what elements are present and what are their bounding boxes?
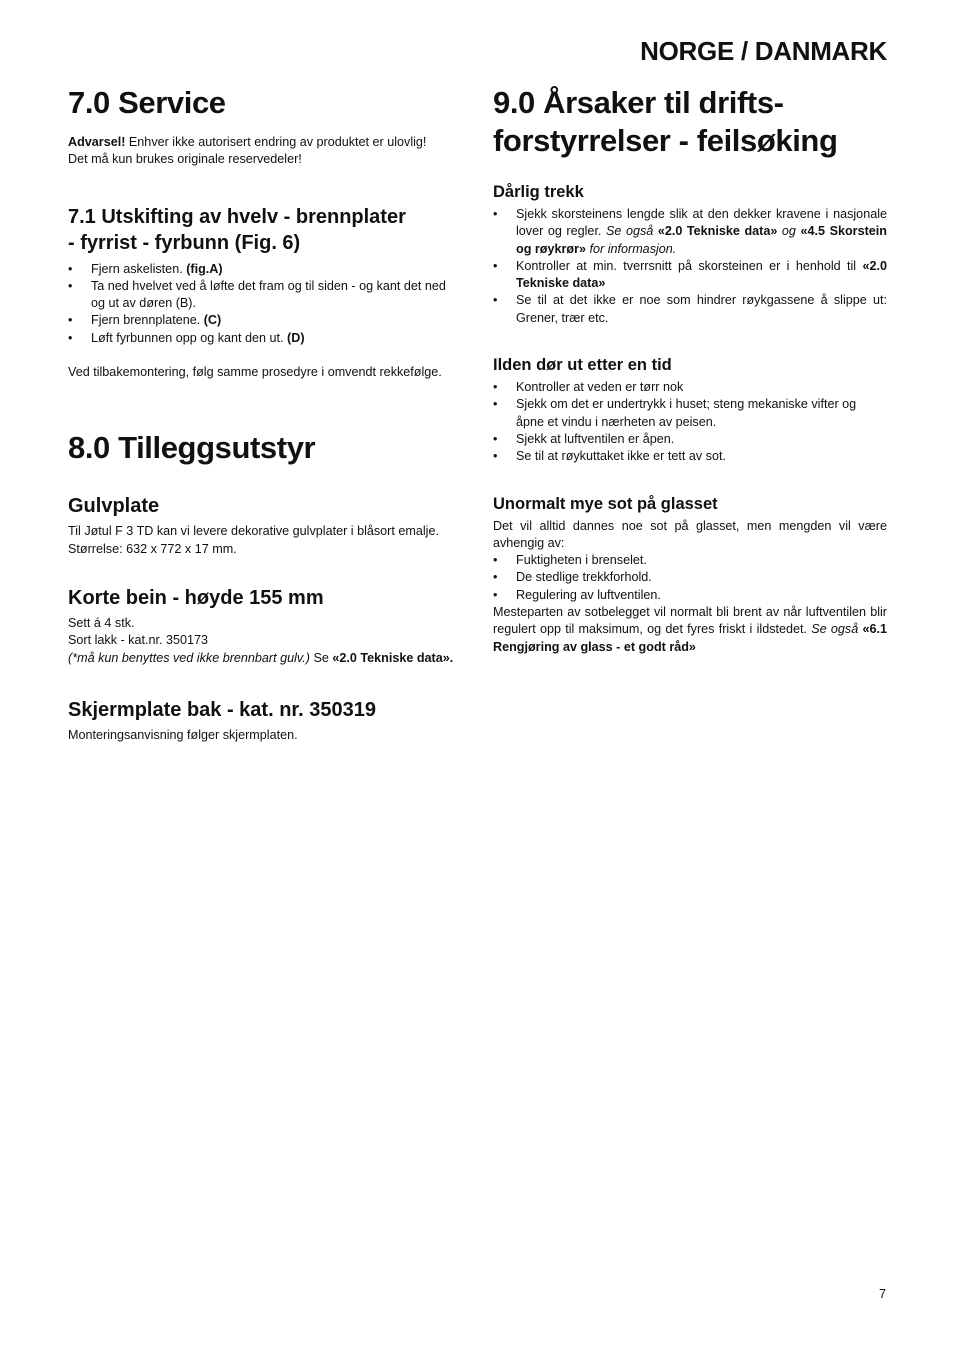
floor-plate-heading: Gulvplate: [68, 495, 160, 518]
tech-data-ref: «2.0 Tekniske data».: [332, 650, 454, 665]
list-item: • Se til at det ikke er noe som hindrer røykgassene å slippe ut: Grener, trær etc.: [493, 293, 887, 325]
soot-intro: Det vil alltid dannes noe sot på glasset, men mengden vil være avhengig av:: [493, 518, 887, 550]
bullet-mark: •: [493, 258, 498, 273]
list-item: • Sjekk skorsteinens lengde slik at den dekker kravene i nasjonale lover og regler. Se også «2.0 Tekniske data» og «4.5 Skorstein og røykrør» for informasjon.: [493, 207, 887, 256]
bad-draft-list: [493, 206, 887, 327]
bullet-mark: •: [493, 449, 498, 464]
list-item: • Fuktigheten i brenselet.: [493, 552, 887, 569]
shield-text: Monteringsanvisning følger skjermplaten.: [68, 727, 298, 742]
bullet-mark: •: [493, 207, 498, 221]
list-item: • Fjern askelisten. (fig.A): [68, 261, 462, 278]
bullet-mark: •: [493, 587, 498, 602]
bullet-mark: •: [493, 293, 498, 308]
short-legs-heading: Korte bein - høyde 155 mm: [68, 586, 324, 609]
soot-outro: Mesteparten av sotbelegget vil normalt bli brent av når luftventilen blir regulert opp til maksimum, og det fyres friskt i ildstedet. Se også «6.1 Rengjøring av glass - et godt råd»: [493, 605, 887, 654]
troubleshoot-heading: [493, 84, 887, 160]
bad-draft-heading: Dårlig trekk: [493, 183, 584, 201]
bullet-mark: •: [493, 397, 498, 412]
floor-plate-text: Til Jøtul F 3 TD kan vi levere dekorative gulvplater i blåsort emalje.: [68, 524, 439, 539]
left-column: [68, 84, 462, 744]
replace-heading-line1: 7.1 Utskifting av hvelv - brennplater: [68, 205, 406, 228]
troubleshoot-heading-line2: forstyrrelser - feilsøking: [493, 123, 838, 158]
bullet-mark: •: [493, 553, 498, 568]
replace-steps-list: [68, 261, 462, 347]
fire-dies-heading: Ilden dør ut etter en tid: [493, 356, 672, 375]
list-item: • Kontroller at veden er tørr nok: [493, 379, 887, 396]
soot-heading: Unormalt mye sot på glasset: [493, 494, 718, 513]
troubleshoot-heading-line1: 9.0 Årsaker til drifts-: [493, 85, 784, 120]
warning-label: Advarsel!: [68, 135, 126, 149]
list-item: • Sjekk at luftventilen er åpen.: [493, 431, 887, 448]
right-column: [493, 84, 887, 656]
list-item: • Se til at røykuttaket ikke er tett av sot.: [493, 448, 887, 465]
replace-heading: [68, 204, 462, 256]
short-legs-catalog: Sort lakk - kat.nr. 350173: [68, 633, 209, 648]
fire-dies-list: [493, 379, 887, 465]
short-legs-set: Sett á 4 stk.: [68, 615, 135, 630]
accessories-heading: 8.0 Tilleggsutstyr: [68, 430, 316, 466]
short-legs-note-italic: (*må kun benyttes ved ikke brennbart gulv.): [68, 650, 310, 665]
parts-note: Det må kun brukes originale reservedeler!: [68, 152, 302, 167]
bullet-mark: •: [493, 570, 498, 585]
glass-cleaning-ref: «6.1 Rengjøring av glass - et godt råd»: [493, 622, 887, 654]
shield-heading: Skjermplate bak - kat. nr. 350319: [68, 698, 376, 721]
bullet-mark: •: [68, 278, 73, 293]
warning-text: Enhver ikke autorisert endring av produktet er ulovlig!: [125, 135, 427, 149]
warning-paragraph: [68, 134, 462, 151]
list-item: • Sjekk om det er undertrykk i huset; steng mekaniske vifter og åpne et vindu i nærheten av peisen.: [493, 397, 857, 429]
list-item: • Løft fyrbunnen opp og kant den ut. (D): [68, 330, 462, 347]
floor-plate-size: Størrelse: 632 x 772 x 17 mm.: [68, 541, 237, 556]
list-item: • Regulering av luftventilen.: [493, 587, 887, 604]
bullet-mark: •: [68, 313, 73, 328]
service-heading: 7.0 Service: [68, 85, 226, 120]
bullet-mark: •: [68, 330, 73, 345]
soot-causes-list: [493, 552, 887, 604]
page-number: 7: [878, 1287, 886, 1301]
list-item: • Fjern brennplatene. (C): [68, 312, 462, 329]
header-title: NORGE / DANMARK: [640, 36, 887, 66]
list-item: • Kontroller at min. tverrsnitt på skorsteinen er i henhold til «2.0 Tekniske data»: [493, 258, 887, 291]
list-item: • Ta ned hvelvet ved å løfte det fram og til siden - og kant det ned og ut av døren (B).: [68, 278, 446, 311]
bullet-mark: •: [493, 380, 498, 395]
reassembly-note: Ved tilbakemontering, følg samme prosedyre i omvendt rekkefølge.: [68, 365, 442, 380]
list-item: • De stedlige trekkforhold.: [493, 569, 887, 586]
replace-heading-line2: - fyrrist - fyrbunn (Fig. 6): [68, 231, 301, 254]
bullet-mark: •: [493, 431, 498, 446]
bullet-mark: •: [68, 261, 73, 276]
short-legs-note: (*må kun benyttes ved ikke brennbart gulv.) Se «2.0 Tekniske data».: [68, 650, 454, 665]
page-header: [0, 36, 887, 67]
